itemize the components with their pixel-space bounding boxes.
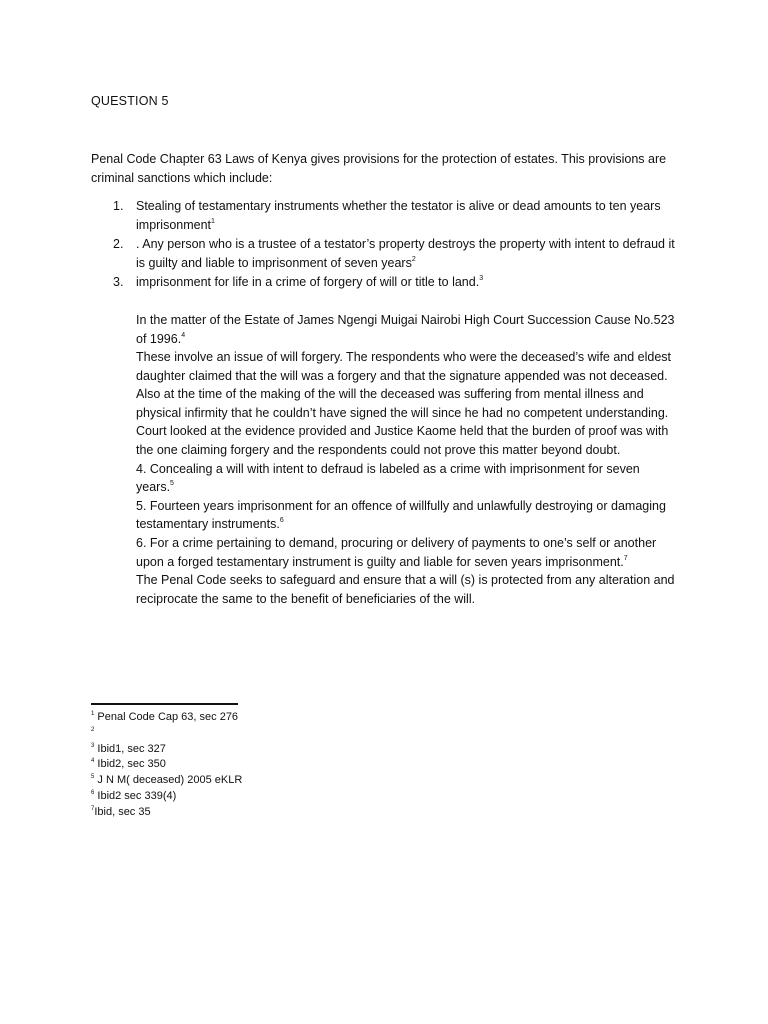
footnote-text: Ibid, sec 35 [94,805,151,818]
sanction-item-6 [136,534,681,571]
list-item-number: 3. [113,275,124,289]
footnote-number: 7 [91,805,95,812]
forgery-paragraph [136,348,681,460]
footnote-separator [91,703,238,705]
footnotes [91,710,242,821]
case-citation-text: In the matter of the Estate of James Ngengi Muigai Nairobi High Court Succession Cause No.523 of 1996. [136,313,675,346]
body-paragraphs [136,348,681,608]
list-item-text: Stealing of testamentary instruments whether the testator is alive or dead amounts to ten years imprisonment [136,199,661,232]
footnote [91,789,242,805]
list-item-text: imprisonment for life in a crime of forgery of will or title to land. [136,275,480,289]
footnote-text: Penal Code Cap 63, sec 276 [94,711,239,723]
footnote-number: 2 [91,726,95,733]
list-item-number: 2. [113,237,124,251]
footnote-number: 4 [91,758,95,765]
sanctions-list [0,197,768,292]
footnote [91,726,242,742]
sanction-item-4 [136,460,681,497]
list-item [0,235,676,273]
list-item [0,273,676,292]
paragraph-text: 4. Concealing a will with intent to defraud is labeled as a crime with imprisonment for seven years. [136,461,640,495]
paragraph-text: These involve an issue of will forgery. The respondents who were the deceased’s wife and eldest daughter claimed that the will was a forgery and that the signature appended was not deceased. Also at the time of the making of the will the deceased was suffering from mental illness and physical infirmity that he couldn’t have signed the will since he had no competent understanding. Court looked at the evidence provided and Justice Kaome held that the burden of proof was with the one claiming forgery and the respondents could not prove this matter beyond doubt. [136,350,672,457]
footnote [91,710,242,726]
footnote-ref: 2 [411,256,416,263]
paragraph-text: The Penal Code seeks to safeguard and ensure that a will (s) is protected from any alteration and reciprocate the same to the benefit of beneficiaries of the will. [136,573,675,606]
footnote-ref: 6 [279,517,284,525]
case-citation [136,311,681,348]
list-item-number: 1. [113,199,124,213]
footnote-ref: 3 [479,275,484,282]
list-item-text: . Any person who is a trustee of a testator’s property destroys the property with intent to defraud it is guilty and liable to imprisonment of seven years [136,237,675,270]
footnote [91,805,242,821]
footnote-number: 5 [91,774,95,781]
footnote-number: 1 [91,711,95,717]
footnote-text: Ibid2, sec 350 [94,758,166,771]
footnote [91,742,242,758]
footnote-number: 6 [91,789,95,796]
footnote [91,757,242,773]
question-heading: QUESTION 5 [91,94,169,108]
footnote [91,773,242,789]
footnote-text: Ibid2 sec 339(4) [94,789,177,802]
footnote-ref: 1 [211,218,215,225]
list-item [0,197,676,235]
footnote-number: 3 [91,742,95,749]
footnote-ref: 5 [170,480,174,488]
footnote-ref: 4 [181,331,186,339]
footnote-text: J N M( deceased) 2005 eKLR [94,774,243,787]
intro-paragraph: Penal Code Chapter 63 Laws of Kenya gives provisions for the protection of estates. This provisions are criminal sanctions which include: [91,152,667,185]
paragraph-text: 6. For a crime pertaining to demand, procuring or delivery of payments to one’s self or another upon a forged testamentary instrument is guilty and liable for seven years imprisonment. [136,535,657,569]
conclusion-paragraph [136,571,681,608]
sanction-item-5 [136,497,681,534]
paragraph-text: 5. Fourteen years imprisonment for an offence of willfully and unlawfully destroying or damaging testamentary instruments. [136,498,666,532]
footnote-text: Ibid1, sec 327 [94,742,166,755]
footnote-ref: 7 [623,554,628,562]
